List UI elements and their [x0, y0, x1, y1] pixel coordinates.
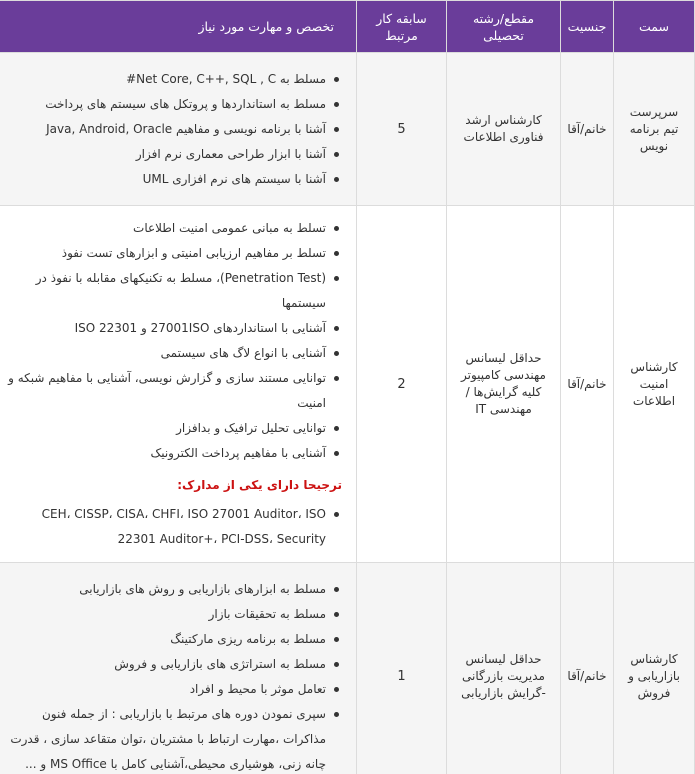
skill-item: تسلط به مبانی عمومی امنیت اطلاعات — [8, 216, 342, 241]
skill-item: مسلط به استانداردها و پروتکل های سیستم های پرداخت — [8, 92, 342, 117]
certificate-item: CEH، CISSP، CISA، CHFI، ISO 27001 Auditor، ISO 22301 Auditor+، PCI-DSS، Security — [8, 502, 342, 552]
skill-item: تسلط بر مفاهیم ارزیابی امنیتی و ابزارهای تست نفوذ — [8, 241, 342, 266]
skill-item: مسلط به ‎Net Core, C++, SQL , C# — [8, 67, 342, 92]
certificates-list — [8, 502, 342, 552]
education-cell: کارشناس ارشد فناوری اطلاعات — [447, 53, 561, 206]
experience-cell: 5 — [357, 53, 447, 206]
skill-item: (Penetration Test)، مسلط به تکنیکهای مقابله با نفوذ در سیستمها — [8, 266, 342, 316]
table-row — [0, 563, 695, 774]
skill-item: آشنا با برنامه نویسی و مفاهیم Java, Android, Oracle — [8, 117, 342, 142]
skill-item: آشنایی با انواع لاگ های سیستمی — [8, 341, 342, 366]
gender-cell: خانم/آقا — [561, 563, 614, 774]
skills-cell — [0, 563, 357, 774]
gender-cell: خانم/آقا — [561, 206, 614, 563]
header-education: مقطع/رشته تحصیلی — [447, 1, 561, 53]
skill-item: مسلط به تحقیقات بازار — [8, 602, 342, 627]
skill-item: آشنایی با استانداردهای 27001ISO و ISO 22301 — [8, 316, 342, 341]
position-title: کارشناس بازاریابی و فروش — [614, 563, 695, 774]
skill-item: آشنا با سیستم های نرم افزاری UML — [8, 167, 342, 192]
experience-cell: 2 — [357, 206, 447, 563]
table-row — [0, 53, 695, 206]
skills-list — [8, 216, 342, 466]
experience-cell: 1 — [357, 563, 447, 774]
skills-cell — [0, 206, 357, 563]
gender-cell: خانم/آقا — [561, 53, 614, 206]
education-cell: حداقل لیسانس مهندسی کامپیوتر کلیه گرایش‌ها / مهندسی IT — [447, 206, 561, 563]
education-cell: حداقل لیسانس مدیریت بازرگانی -گرایش بازاریابی — [447, 563, 561, 774]
table-header-row — [0, 1, 695, 53]
table-row — [0, 206, 695, 563]
header-skills: تخصص و مهارت مورد نیاز — [0, 1, 357, 53]
skill-item: سپری نمودن دوره های مرتبط با بازاریابی : از جمله فنون مذاکرات ،مهارت ارتباط با مشتریان ،توان متقاعد سازی ، قدرت چانه زنی، هوشیاری محیطی،آشنایی کامل با MS Office و ... — [8, 702, 342, 774]
skills-cell — [0, 53, 357, 206]
skill-item: توانایی تحلیل ترافیک و بدافزار — [8, 416, 342, 441]
header-title: سمت — [614, 1, 695, 53]
skills-list — [8, 577, 342, 774]
skill-item: آشنا با ابزار طراحی معماری نرم افزار — [8, 142, 342, 167]
skill-item: مسلط به ابزارهای بازاریابی و روش های بازاریابی — [8, 577, 342, 602]
skill-item: مسلط به استراتژی های بازاریابی و فروش — [8, 652, 342, 677]
skills-list — [8, 67, 342, 192]
header-experience: سابقه کار مرتبط — [357, 1, 447, 53]
position-title: سرپرست تیم برنامه نویس — [614, 53, 695, 206]
skill-item: مسلط به برنامه ریزی مارکتینگ — [8, 627, 342, 652]
skill-item: آشنایی با مفاهیم پرداخت الکترونیک — [8, 441, 342, 466]
header-gender: جنسیت — [561, 1, 614, 53]
position-title: کارشناس امنیت اطلاعات — [614, 206, 695, 563]
preferred-certificates-label: ترجیحا دارای یکی از مدارک: — [177, 478, 342, 492]
skill-item: تعامل موثر با محیط و افراد — [8, 677, 342, 702]
skill-item: توانایی مستند سازی و گزارش نویسی، آشنایی با مفاهیم شبکه و امنیت — [8, 366, 342, 416]
